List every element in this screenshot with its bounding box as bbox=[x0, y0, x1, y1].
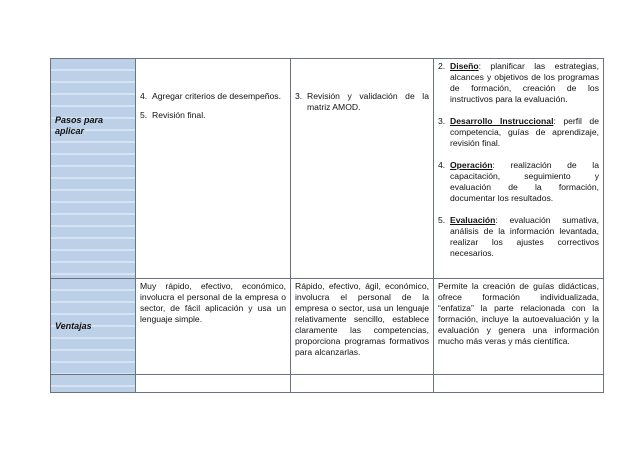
pasos-col4-cell bbox=[434, 59, 604, 279]
ventajas-col4-cell: Permite la creación de guías didácticas, ofrece formación individualizada, “enfatiza” la parte relacionada con la formación, incluye la autoevaluación y la evaluación y genera una información mucho más veras y más científica. bbox=[434, 279, 604, 375]
pasos-col3-cell bbox=[291, 59, 434, 279]
row-label-ventajas: Ventajas bbox=[55, 321, 92, 331]
pasos-col2-cell bbox=[136, 59, 291, 279]
list-item: 2. Diseño: planificar las estrategias, alcances y objetivos de los programas de formación, creación de los instructivos para la evaluación. bbox=[438, 61, 599, 104]
pasos-col3-list bbox=[295, 91, 429, 113]
comparison-table bbox=[50, 58, 604, 393]
empty-cell bbox=[136, 375, 291, 393]
list-item: 3. Revisión y validación de la matriz AMOD. bbox=[295, 91, 429, 112]
empty-cell bbox=[434, 375, 604, 393]
row-label-cell-ventajas bbox=[51, 279, 136, 375]
pasos-col4-list bbox=[438, 61, 599, 259]
empty-cell bbox=[291, 375, 434, 393]
row-label-cell-pasos bbox=[51, 59, 136, 279]
list-item: 3. Desarrollo Instruccional: perfil de competencia, guías de aprendizaje, revisión final. bbox=[438, 116, 599, 148]
ventajas-col2-cell: Muy rápido, efectivo, económico, involucra el personal de la empresa o sector, de fácil aplicación y usa un lenguaje simple. bbox=[136, 279, 291, 375]
table-row-ventajas bbox=[51, 279, 604, 375]
row-label-pasos: Pasos para aplicar bbox=[55, 115, 104, 136]
pasos-col2-list bbox=[140, 91, 286, 121]
list-item: 4. Agregar criterios de desempeños. bbox=[140, 91, 281, 101]
label-cell-pattern bbox=[51, 59, 135, 278]
list-item: 5. Revisión final. bbox=[140, 110, 206, 120]
label-cell-pattern bbox=[51, 375, 135, 392]
table-row-empty bbox=[51, 375, 604, 393]
list-item: 4. Operación: realización de la capacitación, seguimiento y evaluación de la formación, documentar los resultados. bbox=[438, 160, 599, 203]
ventajas-col3-cell: Rápido, efectivo, ágil, económico, involucra el personal de la empresa o sector, usa un lenguaje relativamente sencillo, establece claramente las competencias, proporciona programas formativos para alcanzarlas. bbox=[291, 279, 434, 375]
list-item: 5. Evaluación: evaluación sumativa, análisis de la información levantada, realizar los ajustes correctivos necesarios. bbox=[438, 215, 599, 258]
table-row-pasos bbox=[51, 59, 604, 279]
row-label-cell-empty bbox=[51, 375, 136, 393]
